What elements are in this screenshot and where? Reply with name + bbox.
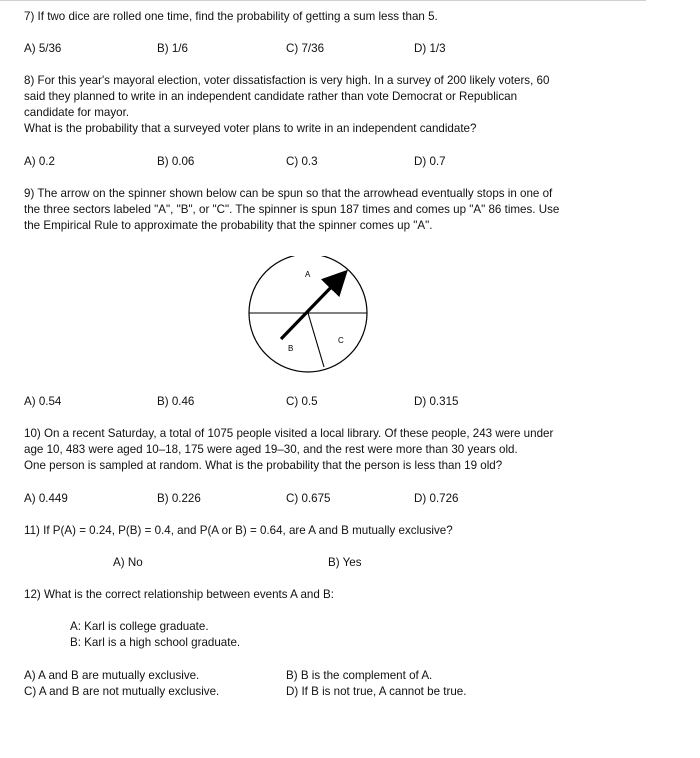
q10-option-b: B) 0.226: [157, 492, 201, 505]
q12-event-b: B: Karl is a high school graduate.: [70, 636, 241, 649]
q8-option-a: A) 0.2: [24, 155, 55, 168]
q8-option-b: B) 0.06: [157, 155, 195, 168]
q12-event-a: A: Karl is college graduate.: [70, 620, 209, 633]
q9-option-b: B) 0.46: [157, 395, 195, 408]
q12-option-d: D) If B is not true, A cannot be true.: [286, 685, 467, 698]
q10-line: One person is sampled at random. What is the probability that the person is less than 19 old?: [24, 459, 503, 472]
q8-line: 8) For this year's mayoral election, voter dissatisfaction is very high. In a survey of 200 likely voters, 60: [24, 74, 550, 87]
q8-line: said they planned to write in an independent candidate rather than vote Democrat or Republican: [24, 90, 518, 103]
q7-option-b: B) 1/6: [157, 42, 188, 55]
q9-option-d: D) 0.315: [414, 395, 459, 408]
q8-option-c: C) 0.3: [286, 155, 318, 168]
q7-option-a: A) 5/36: [24, 42, 62, 55]
q8-line: What is the probability that a surveyed voter plans to write in an independent candidate?: [24, 122, 477, 135]
q10-line: age 10, 483 were aged 10–18, 175 were aged 19–30, and the rest were more than 30 years old.: [24, 443, 518, 456]
q10-option-c: C) 0.675: [286, 492, 331, 505]
q11-option-b: B) Yes: [328, 556, 362, 569]
q11-option-a: A) No: [113, 556, 143, 569]
page-top-border: [0, 0, 646, 1]
q9-option-c: C) 0.5: [286, 395, 318, 408]
q9-line: the Empirical Rule to approximate the probability that the spinner comes up "A".: [24, 219, 433, 232]
q12-option-b: B) B is the complement of A.: [286, 669, 433, 682]
q11-question: 11) If P(A) = 0.24, P(B) = 0.4, and P(A or B) = 0.64, are A and B mutually exclusive?: [24, 524, 453, 537]
q12-option-a: A) A and B are mutually exclusive.: [24, 669, 200, 682]
q10-line: 10) On a recent Saturday, a total of 1075 people visited a local library. Of these people, 243 were under: [24, 427, 554, 440]
spinner-label-c: C: [338, 336, 344, 345]
q12-question: 12) What is the correct relationship between events A and B:: [24, 588, 334, 601]
spinner-diagram: [245, 256, 375, 376]
q7-option-d: D) 1/3: [414, 42, 446, 55]
q9-option-a: A) 0.54: [24, 395, 62, 408]
spinner-label-b: B: [288, 344, 294, 353]
q8-question: [24, 73, 614, 137]
q10-option-a: A) 0.449: [24, 492, 68, 505]
q8-option-d: D) 0.7: [414, 155, 446, 168]
q10-option-d: D) 0.726: [414, 492, 459, 505]
q8-line: candidate for mayor.: [24, 106, 130, 119]
q7-question: 7) If two dice are rolled one time, find the probability of getting a sum less than 5.: [24, 10, 438, 23]
q7-option-c: C) 7/36: [286, 42, 325, 55]
spinner-label-a: A: [305, 270, 311, 279]
q10-question: [24, 426, 614, 474]
q9-line: 9) The arrow on the spinner shown below can be spun so that the arrowhead eventually stops in one of: [24, 187, 553, 200]
q12-option-c: C) A and B are not mutually exclusive.: [24, 685, 220, 698]
q9-line: the three sectors labeled "A", "B", or "C". The spinner is spun 187 times and comes up "A" 86 times. Use: [24, 203, 560, 216]
q9-question: [24, 186, 614, 234]
